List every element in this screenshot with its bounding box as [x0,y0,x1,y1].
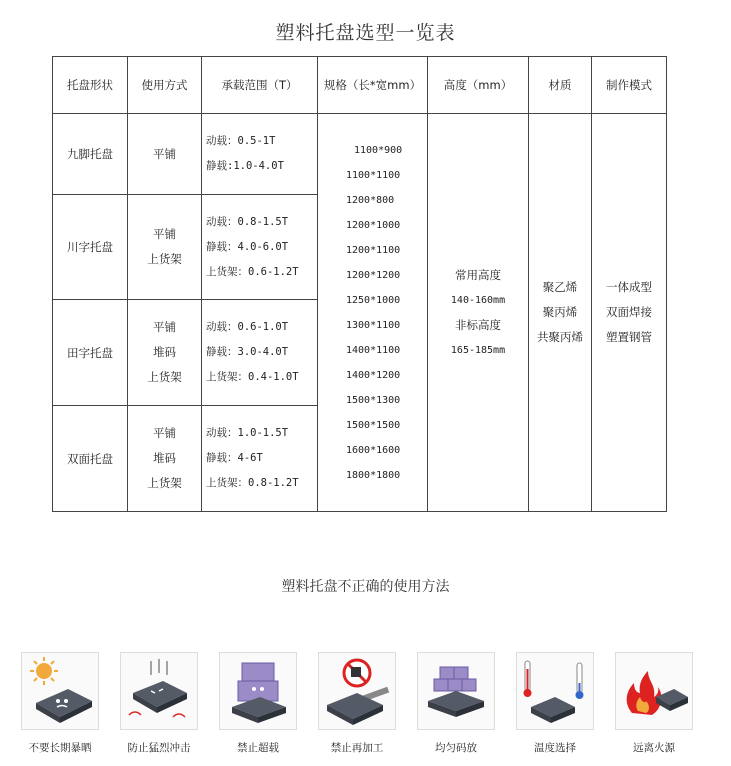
overload-icon [219,652,297,730]
usage-cell [128,406,202,512]
load-item: 上货架：0.8-1.2T [206,477,299,489]
header-mode: 制作模式 [592,57,667,114]
height-label: 非标高度 [455,317,501,332]
misuse-label: 均匀码放 [435,742,477,754]
load-item: 动载：0.8-1.5T [206,215,289,228]
misuse-subtitle: 塑料托盘不正确的使用方法 [281,579,450,595]
usage-item: 平铺 [153,320,176,334]
usage-item: 上货架 [147,252,182,266]
mode-item: 双面焊接 [606,305,652,319]
size-item: 1400*1100 [346,345,401,356]
misuse-item [515,652,595,755]
header-load: 承载范围（T） [202,57,318,114]
usage-cell [128,300,202,406]
misuse-label: 远离火源 [633,742,675,754]
material-cell [529,114,592,512]
size-item: 1500*1300 [346,395,401,406]
size-item: 1100*1100 [346,170,401,181]
load-item: 上货架：0.4-1.0T [206,371,299,383]
load-item: 动载：0.5-1T [206,135,276,147]
size-item: 1250*1000 [346,295,401,306]
size-item: 1200*1000 [346,220,401,231]
size-cell [318,114,428,512]
size-item: 1400*1200 [346,370,401,381]
header-material: 材质 [529,57,592,114]
misuse-item [614,652,694,755]
height-value: 165-185mm [450,344,506,356]
misuse-label: 禁止超载 [237,742,279,754]
load-item: 静载：3.0-4.0T [206,346,289,358]
misuse-item [20,652,100,755]
misuse-label: 不要长期暴晒 [28,742,92,754]
load-item: 动载：1.0-1.5T [206,427,289,439]
size-item: 1200*1100 [346,245,401,256]
mode-item: 一体成型 [606,280,652,294]
material-item: 聚乙烯 [542,280,578,294]
misuse-item [119,652,199,755]
header-usage: 使用方式 [128,57,202,114]
height-cell [428,114,529,512]
pallet-spec-table [52,56,667,512]
table-header-row [53,57,667,114]
material-item: 聚丙烯 [542,305,578,319]
misuse-item [218,652,298,755]
load-item: 静载：4-6T [206,452,263,464]
fire-icon [615,652,693,730]
misuse-item [416,652,496,755]
sun-exposure-icon [21,652,99,730]
usage-item: 平铺 [153,227,176,241]
header-size: 规格（长*宽mm） [318,57,428,114]
load-item: 静载:1.0-4.0T [206,160,284,172]
usage-item: 平铺 [153,426,176,440]
load-item: 静载：4.0-6.0T [206,240,289,253]
misuse-label: 防止猛烈冲击 [127,742,191,754]
load-cell [202,300,318,406]
height-value: 140-160mm [450,294,506,306]
misuse-label: 温度选择 [534,742,576,754]
load-cell [202,114,318,195]
header-height: 高度（mm） [428,57,529,114]
usage-item: 平铺 [153,146,176,161]
shape-cell: 川字托盘 [53,195,128,300]
shape-cell: 田字托盘 [53,300,128,406]
load-item: 动载：0.6-1.0T [206,321,289,333]
header-shape: 托盘形状 [53,57,128,114]
shape-cell: 九脚托盘 [53,114,128,195]
misuse-item [317,652,397,755]
impact-icon [120,652,198,730]
usage-item: 堆码 [153,451,176,465]
size-item: 1600*1600 [346,445,401,456]
usage-item: 上货架 [147,476,182,490]
temperature-icon [516,652,594,730]
misuse-label: 禁止再加工 [330,742,384,754]
size-item: 1300*1100 [346,320,401,331]
mode-cell [592,114,667,512]
size-item: 1500*1500 [346,420,401,431]
material-item: 共聚丙烯 [537,330,583,344]
usage-item: 堆码 [153,345,176,359]
size-item: 1200*800 [346,195,395,206]
mode-item: 塑置钢管 [606,330,652,344]
load-item: 上货架：0.6-1.2T [206,265,299,278]
size-item: 1100*900 [354,145,403,156]
size-item: 1200*1200 [346,270,401,281]
even-stacking-icon [417,652,495,730]
load-cell [202,406,318,512]
height-label: 常用高度 [455,267,501,282]
usage-cell [128,195,202,300]
usage-cell [128,114,202,195]
load-cell [202,195,318,300]
size-item: 1800*1800 [346,470,401,481]
no-processing-icon [318,652,396,730]
table-row [53,114,667,195]
shape-cell: 双面托盘 [53,406,128,512]
usage-item: 上货架 [147,370,182,384]
page-title: 塑料托盘选型一览表 [275,22,456,44]
